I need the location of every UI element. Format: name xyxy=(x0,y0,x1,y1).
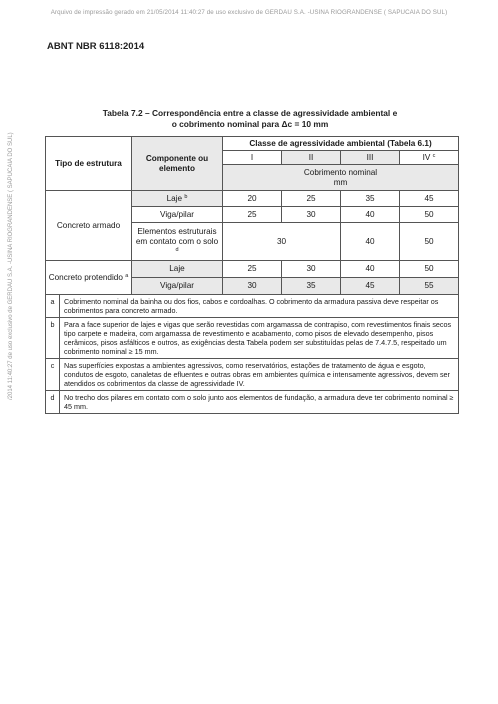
footnote-text: Cobrimento nominal da bainha ou dos fios, cabos e cordoalhas. O cobrimento da armadura passiva deve respeitar os cobrimentos para concreto armado. xyxy=(60,295,459,318)
cover-table xyxy=(45,136,458,414)
footnote-row xyxy=(46,391,459,414)
footnote-mark: c xyxy=(46,359,60,391)
caption-line-1: Tabela 7.2 – Correspondência entre a classe de agressividade ambiental e xyxy=(102,108,398,118)
class-iv xyxy=(400,151,459,165)
footnote-mark: a xyxy=(46,295,60,318)
value-cell: 55 xyxy=(400,278,459,295)
value-cell: 50 xyxy=(400,207,459,223)
footnote-mark: a xyxy=(125,272,129,279)
value-cell: 35 xyxy=(282,278,341,295)
value-cell: 50 xyxy=(400,223,459,261)
component-viga-pilar: Viga/pilar xyxy=(132,278,223,295)
value-cell: 30 xyxy=(282,261,341,278)
cobrimento-unit: mm xyxy=(333,177,348,187)
header-componente: Componente ou elemento xyxy=(132,137,223,191)
value-cell: 25 xyxy=(223,261,282,278)
value-cell-merged: 30 xyxy=(223,223,341,261)
row-group-concreto-armado: Concreto armado xyxy=(46,191,132,261)
class-iv-label: IV xyxy=(422,152,431,162)
component-elementos-solo xyxy=(132,223,223,261)
value-cell: 45 xyxy=(400,191,459,207)
header-tipo-estrutura: Tipo de estrutura xyxy=(46,137,132,191)
value-cell: 40 xyxy=(341,207,400,223)
footnote-row xyxy=(46,295,459,318)
component-label: Elementos estruturais em contato com o solo xyxy=(135,226,219,246)
footnote-text: Para a face superior de lajes e vigas que serão revestidas com argamassa de contrapiso, com revestimentos finais secos tipo carpete e madeira, com argamassa de revestimento e acabamento, como pisos de elevado desempenho, pisos cerâmicos, pisos asfálticos e outros, as exigências desta Tabela podem ser substituídas pelas de 7.4.7.5, respeitado um cobrimento nominal ≥ 15 mm. xyxy=(60,318,459,359)
table-caption xyxy=(50,108,450,130)
class-iv-footnote: c xyxy=(432,152,436,159)
value-cell: 45 xyxy=(341,278,400,295)
footnote-text: No trecho dos pilares em contato com o solo junto aos elementos de fundação, a armadura deve ter cobrimento nominal ≥ 45 mm. xyxy=(60,391,459,414)
value-cell: 40 xyxy=(341,261,400,278)
footnotes-table xyxy=(45,294,459,414)
component-viga-pilar: Viga/pilar xyxy=(132,207,223,223)
standard-header: ABNT NBR 6118:2014 xyxy=(47,41,145,52)
component-label: Laje xyxy=(166,193,183,203)
footnote-row xyxy=(46,318,459,359)
cobrimento-header xyxy=(223,165,459,191)
group-label: Concreto protendido xyxy=(48,272,123,282)
print-watermark-top: Arquivo de impressão gerado em 21/05/2014 11:40:27 de uso exclusivo de GERDAU S.A. -USINA RIOGRANDENSE ( SAPUCAIA DO SUL) xyxy=(50,9,448,16)
footnote-mark: b xyxy=(184,193,188,200)
footnote-mark: d xyxy=(46,391,60,414)
caption-line-2: o cobrimento nominal para Δc = 10 mm xyxy=(171,119,329,129)
value-cell: 25 xyxy=(282,191,341,207)
class-i: I xyxy=(223,151,282,165)
cobrimento-label: Cobrimento nominal xyxy=(303,167,378,177)
value-cell: 25 xyxy=(223,207,282,223)
value-cell: 50 xyxy=(400,261,459,278)
value-cell: 40 xyxy=(341,223,400,261)
component-laje xyxy=(132,191,223,207)
header-classe-agressividade: Classe de agressividade ambiental (Tabela 6.1) xyxy=(223,137,459,151)
footnote-row xyxy=(46,359,459,391)
cover-table-grid xyxy=(45,136,459,295)
class-ii: II xyxy=(282,151,341,165)
value-cell: 30 xyxy=(223,278,282,295)
value-cell: 20 xyxy=(223,191,282,207)
row-group-concreto-protendido xyxy=(46,261,132,295)
footnote-text: Nas superfícies expostas a ambientes agressivos, como reservatórios, estações de tratamento de água e esgoto, condutos de esgoto, canaletas de efluentes e outras obras em ambientes química e intensamente agressivos, devem ser atendidos os cobrimentos da classe de agressividade IV. xyxy=(60,359,459,391)
component-laje: Laje xyxy=(132,261,223,278)
print-watermark-side: /2014 11:40:27 de uso exclusivo de GERDAU S.A. -USINA RIOGRANDENSE ( SAPUCAIA DO SUL) xyxy=(8,132,14,400)
class-iii: III xyxy=(341,151,400,165)
footnote-mark: b xyxy=(46,318,60,359)
footnote-mark: d xyxy=(175,246,179,253)
value-cell: 35 xyxy=(341,191,400,207)
value-cell: 30 xyxy=(282,207,341,223)
